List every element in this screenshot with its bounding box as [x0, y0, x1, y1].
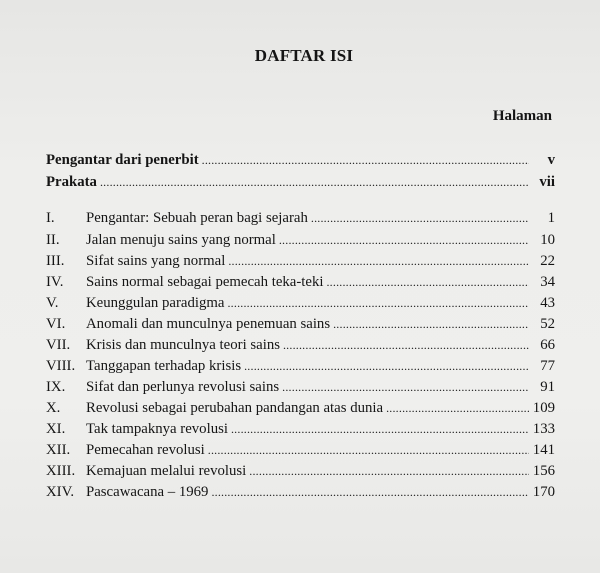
toc-entry-title: Jalan menuju sains yang normal: [86, 232, 276, 248]
toc-entry-front[interactable]: [46, 172, 555, 192]
toc-entry-page: 109: [532, 400, 555, 416]
dot-leader: [311, 208, 529, 228]
toc-entry-page: 141: [532, 442, 555, 458]
toc-entry-front[interactable]: [46, 150, 555, 170]
page-title: DAFTAR ISI: [254, 46, 354, 65]
toc-entry-page: 170: [532, 484, 555, 500]
toc-entry-page: 10: [540, 232, 555, 248]
toc-entry[interactable]: [46, 461, 555, 481]
toc-entry-page: 133: [532, 421, 555, 437]
toc-entry-page: 77: [540, 358, 555, 374]
toc-entry-page: 43: [540, 295, 555, 311]
toc-entry-page: 156: [532, 463, 555, 479]
toc-entry[interactable]: [46, 208, 555, 228]
dot-leader: [211, 482, 528, 502]
dot-leader: [100, 172, 529, 192]
toc-entry-title: Pengantar: Sebuah peran bagi sejarah: [86, 210, 308, 226]
toc-entry[interactable]: [46, 482, 555, 502]
dot-leader: [249, 461, 529, 481]
toc-entry[interactable]: [46, 293, 555, 313]
dot-leader: [202, 150, 529, 170]
chapter-number: XIII.: [46, 463, 76, 479]
toc-entry-title: Sifat sains yang normal: [86, 253, 226, 269]
toc-entry-page: 66: [540, 337, 555, 353]
chapter-number: XIV.: [46, 484, 75, 500]
dot-leader: [227, 293, 529, 313]
toc-entry[interactable]: [46, 314, 555, 334]
toc-entry[interactable]: [46, 419, 555, 439]
toc-entry-title: Pengantar dari penerbit: [46, 152, 199, 168]
chapter-number: V.: [46, 295, 59, 311]
toc-entry-page: 1: [547, 210, 555, 226]
toc-entry[interactable]: [46, 230, 555, 250]
chapter-number: III.: [46, 253, 65, 269]
dot-leader: [231, 419, 529, 439]
toc-entry-page: 34: [540, 274, 555, 290]
toc-entry-page: 52: [540, 316, 555, 332]
chapter-number: IX.: [46, 379, 66, 395]
dot-leader: [244, 356, 529, 376]
toc-entry-page: vii: [539, 174, 555, 190]
toc-entry-title: Anomali dan munculnya penemuan sains: [86, 316, 331, 332]
toc-entry-page: 91: [540, 379, 555, 395]
chapter-number: VI.: [46, 316, 66, 332]
dot-leader: [386, 398, 529, 418]
chapter-number: XII.: [46, 442, 71, 458]
toc-entry[interactable]: [46, 251, 555, 271]
chapter-number: IV.: [46, 274, 64, 290]
toc-entry[interactable]: [46, 272, 555, 292]
toc-entry-title: Krisis dan munculnya teori sains: [86, 337, 280, 353]
chapter-number: II.: [46, 232, 60, 248]
chapter-number: X.: [46, 400, 61, 416]
toc-entry[interactable]: [46, 398, 555, 418]
toc-entry-title: Kemajuan melalui revolusi: [86, 463, 247, 479]
toc-entry-title: Sains normal sebagai pemecah teka-teki: [86, 274, 324, 290]
toc-entry-title: Tak tampaknya revolusi: [86, 421, 228, 437]
chapter-number: VIII.: [46, 358, 76, 374]
toc-entry-title: Revolusi sebagai perubahan pandangan atas dunia: [86, 400, 384, 416]
toc-entry[interactable]: [46, 440, 555, 460]
dot-leader: [333, 314, 529, 334]
toc-entry-title: Sifat dan perlunya revolusi sains: [86, 379, 280, 395]
dot-leader: [326, 272, 529, 292]
dot-leader: [283, 335, 529, 355]
dot-leader: [228, 251, 529, 271]
chapter-number: XI.: [46, 421, 66, 437]
chapter-number: VII.: [46, 337, 71, 353]
dot-leader: [208, 440, 529, 460]
toc-entry-page: v: [547, 152, 555, 168]
toc-entry-page: 22: [540, 253, 555, 269]
toc-entry-title: Tanggapan terhadap krisis: [86, 358, 242, 374]
page-column-label: Halaman: [492, 108, 552, 124]
chapter-number: I.: [46, 210, 55, 226]
toc-entry-title: Pemecahan revolusi: [86, 442, 205, 458]
toc-entry-title: Keunggulan paradigma: [86, 295, 225, 311]
toc-entry[interactable]: [46, 377, 555, 397]
dot-leader: [279, 230, 529, 250]
dot-leader: [282, 377, 529, 397]
toc-entry-title: Pascawacana – 1969: [86, 484, 209, 500]
toc-entry[interactable]: [46, 356, 555, 376]
toc-entry-title: Prakata: [46, 174, 97, 190]
toc-entry[interactable]: [46, 335, 555, 355]
